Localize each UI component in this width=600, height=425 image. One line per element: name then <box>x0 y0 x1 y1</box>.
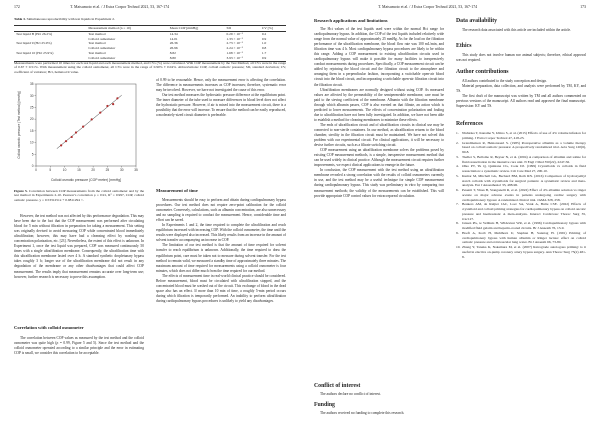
table-cell: 0.8 <box>261 46 267 51</box>
page-number-right: 173 <box>580 5 586 9</box>
correlation-scatter-chart <box>14 80 144 185</box>
left-column-body-2 <box>14 336 144 356</box>
reference-list <box>456 131 586 259</box>
body-paragraph: The first draft of the manuscript was written by TM and all authors commented on previous versions of the manuscript. All authors read and approved the final manuscript. Supervision: KY and TS. <box>456 94 586 109</box>
reference-item <box>456 245 586 259</box>
body-paragraph: In conclusion, the COP measurement with the test method using an ultrafiltration membrane revealed a strong correlation with the results of colloid osmometers currently in use, and the test method may be a useful technique for simple COP measurement during cardiopulmonary bypass. This study was preliminary in vitro by comparing two measurement methods; the validity of the measurements can be established. This will provide appropriate COP control values for extracorporeal circulation. <box>314 168 444 198</box>
x-tick-label: 30 <box>119 168 124 172</box>
reference-text: Jansen PG, te Velthuis H, Wildevuur WR, et al. (1996) Cardiopulmonary bypass with modified fluid gelatin and heparin-coated circuits. Br J Anaesth 76, 13-9. <box>462 221 586 230</box>
table-caption <box>14 17 286 21</box>
reference-item <box>456 164 586 174</box>
table-cell: Test liquid 10 (Hct 25.9%) <box>16 50 54 55</box>
y-tick-label: 25 <box>29 105 34 110</box>
table-cell: 1.68 × 10⁻¹ <box>226 50 243 55</box>
reference-number: 8. <box>456 221 459 226</box>
table-cell: 8.80 <box>169 55 176 60</box>
table-header-cell: SD <box>226 26 231 30</box>
reference-text: Zhang Y, Tanaka K, Nakamura M, et al. (2007) Retrograde autologous priming: is it useful in elective on-pump coronary artery bypass surgery. Ann Thorac Surg 75(2) 481-8. <box>462 245 586 259</box>
author-contributions-text <box>456 79 586 109</box>
reference-text: Grandmaison R, Heinonsaari S. (1985) Postoperative albumin as a volume therapy based on colloid osmotic pressure: A prospectively randomized trial. Acta Surg 120(6), 90-8. <box>462 140 586 154</box>
figure-caption-text: Correlation between COP measurements from the colloid osmometer and by the test method in Experiments 2-10. Pearson’s correlation ρ = 0.91, R² = 0.997, COP, colloid osmotic pressure. y = 0.5331251x + 0.9811294 ×. <box>14 189 145 202</box>
reference-text: Beukers AM, de Ruijter JAC, Loer SA, Vonk A, Bulte CSE. (2022) Effects of crystalloid and colloid priming strategies for cardiopulmonary bypass on colloid oncotic pressure and haemostasis: A meta-analysis. Interact Cardiovasc Thorac Surg 35, ivac127. <box>462 202 586 221</box>
table-cell: 26.96 <box>169 46 178 51</box>
data-point <box>65 140 67 142</box>
table-header-cell: CV [%] <box>261 26 273 30</box>
conflict-text <box>314 392 444 397</box>
x-tick-label: 10 <box>62 168 67 172</box>
section-heading-conflict: Conflict of interest <box>314 383 361 389</box>
body-paragraph: The limitation of our test method is that the amount of time required for solvent transfer to reach equilibrium is unknown. Additionally, the time required to draw the equilibrium point, care must be taken not to measure during solvent transfer. For the test method to remain valid, we measured a standby time of approximately three minutes. The maximum amount of time required for measurements using a colloid osmometer is four minutes, which does not differ much from the time required for our method. <box>156 243 286 273</box>
x-tick-label: 15 <box>77 168 81 172</box>
data-point <box>106 105 108 107</box>
body-paragraph: This study does not involve human nor animal subjects; therefore, ethical approval was not required. <box>456 53 586 63</box>
table-cell: Colloid osmometer <box>88 36 116 41</box>
right-column-body <box>156 78 286 118</box>
body-paragraph: All authors contributed to the study conception and design. <box>462 79 547 83</box>
table-cell: Test method <box>88 41 106 46</box>
body-paragraph: The authors declare no conflict of interest. <box>320 392 381 396</box>
table-cell: Test liquid B (Hct 26.2%) <box>16 31 53 36</box>
data-point <box>71 136 73 138</box>
table-note: Measurements were performed 10 times for each test liquid and each measurement method, and CVs (%) were calculated. With COP measurement by the Test Method, all CVs were in the range of 0.67 ± 0.51%. With measurement using the colloid osmometer, all CVs were in the range of 0.90% ± 0.04%. Abbreviations: COP, colloid osmotic pressure; SD, standard deviation; CV, coefficient of variation; Hct, hematocrit value. <box>14 61 286 74</box>
data-point <box>99 111 101 113</box>
table-cell: 3.93 × 10⁻¹ <box>226 55 243 60</box>
reference-number: 6. <box>456 188 459 192</box>
figure-caption <box>14 189 144 202</box>
section-heading-research: Research applications and limitations <box>314 18 388 23</box>
y-axis-label: Colloid osmotic pressure (Test method) [mmHg] <box>17 91 21 159</box>
reference-number: 4. <box>456 164 459 169</box>
reference-item <box>456 188 586 202</box>
figure-label: Figure 5. <box>14 189 28 193</box>
body-paragraph: The effects of measurement time in real-world clinical practice should be considered. Before measurement, blood must be circulated with ultrafiltration stopped, and the concentrated blood must be washed out of the circuit. This exchange of blood in the dead space also has an effect. If more than 10 min of time, a roughly 5-min period occurs during which filtration is temporarily performed. An inability to perform ultrafiltration during cardiopulmonary bypass procedures is unlikely to yield any disadvantages. <box>156 273 286 303</box>
reference-item <box>456 202 586 221</box>
body-paragraph: Our test method measures the hydrostatic pressure difference at the equilibrium point. The inner diameter of the tube used to measure differences in blood level does not affect the hydrostatic pressure. However, if air is mixed into the measurement circuit, there is a possibility that the error will increase. To ensure that the method can be easily reproduced, a moderately-sized circuit diameter is preferable. <box>156 93 287 118</box>
right-column-body-2 <box>156 198 286 304</box>
table-cell: 8.82 <box>169 50 176 55</box>
reference-number: 3. <box>456 154 459 159</box>
page-number-left: 172 <box>14 5 20 9</box>
reference-text: Kumar M, Mitchell GG, Bechard BM, Roth RN. (2016) Comparison of hydroxyethyl starch colloids with crystalloids for surgical patients: A systematic review and meta-analysis. Eur J Anaesthesiol 33, 488-96. <box>462 173 586 188</box>
table-header-cell: Measurement method (n = 10) <box>88 26 131 30</box>
reference-item <box>456 131 586 141</box>
body-paragraph: The ends of ultrafiltration circuit and of ultrafiltration circuits in clinical use may be connected to non-sterile containers. In our method, as ultrafiltration returns to the blood chamber, sterility in the filtration circuit must be maintained. We have not solved this problem with our experimental circuit. For clinical applications, it will be necessary to devise further circuits, such as a filtrate switching circuit. <box>314 122 444 148</box>
plot-frame <box>36 84 136 166</box>
data-availability-text <box>456 28 586 33</box>
data-point <box>116 97 118 99</box>
x-tick-label: 25 <box>105 168 110 172</box>
body-paragraph: The Hct values of the test liquids used were within the normal Hct range for cardiopulmonary bypass. In addition, the COP of the test liquids included relatively wide range from the normal value of approximately 25 mmHg. As for the load on the filtration performance of the ultrafiltration membrane, the blood flow rate was 100 mL/min, and filtration time was 4 h. Most cardiopulmonary bypass procedures are likely to be within this range. Adding a COP measurement to existing ultrafiltration circuits used in cardiopulmonary bypass will make it possible for many facilities to inexpensively conduct measurements during procedures. Specifically, a COP measurement circuit can be added by rejoining the blood circuit and the filtration circuit to the atmosphere and arranging them in a perpendicular fashion, incorporating a switchable open-air blood circuit into the blood circuit, and incorporating a switchable open-air filtration circuit into the filtration circuit. <box>314 27 444 87</box>
running-head-right: T. Matsumoto et al. / J Extra Corpor Technol 2021, 53, 167-174 <box>378 5 478 9</box>
x-tick-label: 0 <box>35 168 37 172</box>
table-cell: Test method <box>88 50 106 55</box>
reference-number: 7. <box>456 202 459 207</box>
body-paragraph: The correlation between COP values as measured by the test method and the colloid osmometer was quite high (ρ = 0.99, Figure 5 and 5). Since the test method and the colloid osmometer operated according to a similar principle and the error in estimating COP is small, we consider this correlation to be acceptable. <box>14 336 144 356</box>
reference-number: 9. <box>456 230 459 235</box>
body-paragraph: Ultrafiltration membranes are normally designed without using COP. As measured values are affected by the permeability of the semipermeable membrane, care must be paid to the sieving coefficient of the membrane. Albumin with the filtration membrane through which albumin passes, COP is also exerted on that filtrate, an action which is predicted to lower measurements. The effects of concentration polarization and fouling due to ultrafiltration have not been fully investigated. In addition, we have not been able to establish a method for cleaning membranes to minimize these effects. <box>314 87 444 122</box>
y-tick-label: 30 <box>29 93 34 98</box>
right-page <box>300 0 600 425</box>
x-axis-label: Colloid osmotic pressure (COP meter) [mmHg] <box>50 178 122 182</box>
funding-text <box>314 411 444 416</box>
reference-text: Tiedler S, Bellomo R, Beyser N, et al. (2004) A comparison of albumin and saline for fluid resuscitation in the intensive care unit. N Engl J Med 350(22), 2247-56. <box>462 154 586 164</box>
data-point <box>75 131 77 133</box>
y-tick-label: 20 <box>29 117 34 122</box>
x-tick-label: 20 <box>91 168 95 172</box>
section-heading-author-contributions: Author contributions <box>456 69 509 75</box>
reference-text: Pesenti T, Vines B, Stanganelli R, et al. (2022) Effect of 4% albumin solution vs ringer acetate on major adverse events in patients undergoing cardiac surgery with cardiopulmonary bypass: A randomized clinical trial. JAMA 328, 258. <box>462 188 586 202</box>
results-table <box>14 25 286 62</box>
body-paragraph: In Experiments 1 and 2, the time required to complete the ultrafiltration and reach equilibrium increased with increasing COP. With the colloid osmometer, the time until the results were displayed also increased. This likely results from an increase in the amount of solvent transfer accompanying an increase in COP. <box>156 223 286 243</box>
y-tick-label: 10 <box>29 140 34 145</box>
table-cell: 26.36 <box>169 41 178 46</box>
body-paragraph: Material preparation, data collection, and analysis were performed by TM, KY, and TS. <box>456 84 586 94</box>
section-heading-measurement-time: Measurement of time <box>156 188 198 193</box>
reference-number: 10. <box>456 245 461 249</box>
reference-number: 5. <box>456 173 459 178</box>
table-label: Table 3. <box>14 17 26 21</box>
running-head-left: T. Matsumoto et al. / J Extra Corpor Technol 2021, 53, 167-174 <box>70 5 170 9</box>
table-cell: 0.2 <box>261 31 267 36</box>
section-heading-ethics: Ethics <box>456 43 472 49</box>
left-column-body <box>14 214 144 280</box>
ethics-text <box>456 53 586 63</box>
table-cell: 1.7 <box>261 50 267 55</box>
table-cell: 2.73 × 10⁻¹ <box>226 41 243 46</box>
body-paragraph: The research data associated with this article are included within the article. <box>462 28 571 32</box>
reference-text: Hoeft A, Korb H, Mehlhorn U, Stephan H, Sonntag H. (1991) Priming of cardiopulmonary bypass with human albumin or Ringer lactate: effect on colloid osmotic pressure and extravascular lung water. Br J Anaesth 66, 73-80. <box>462 230 586 245</box>
reference-number: 2. <box>456 140 459 145</box>
data-point <box>60 144 62 146</box>
y-tick-label: 5 <box>31 152 34 157</box>
table-cell: 2.24 × 10⁻¹ <box>226 46 243 51</box>
table-cell: 1.0 <box>261 41 267 46</box>
body-paragraph: Measurements should be easy to perform and obtain during cardiopulmonary bypass procedures. Our test method does not require zero-point calibration for the colloid osmometer. Conversely, calculations, such as albumin concentration, are also unnecessary and no sampling is required to conduct the measurement. Hence, considerable time and effort can be saved. <box>156 198 286 223</box>
table-cell: 0.29 × 10⁻¹ <box>226 31 243 36</box>
reference-text: Nishioka T, Kaname Y, Ichino S, et al. (2015) Effects of use of 4% volume infusion for priming. J Extra Corpor Technol 47, 418-23. <box>462 131 586 140</box>
body-paragraph: COP measurement using an ultrafiltration membrane solves the problems posed by existing COP measurement methods, is a simple, inexpensive measurement method that can be used widely in clinical practice. Although the measurement circuit requires further improvements, we expect clinical applications to emerge in the future. <box>314 148 444 168</box>
y-tick-label: 35 <box>29 82 34 87</box>
reference-item <box>456 141 586 155</box>
section-heading-correlation: Correlation with colloid osmometer <box>14 325 84 330</box>
x-tick-label: 5 <box>49 168 52 172</box>
y-tick-label: 15 <box>29 128 34 133</box>
body-paragraph: The authors received no funding to complete this research. <box>320 411 405 415</box>
table-cell: 14.01 <box>169 36 178 41</box>
table-caption-text: Simultaneous reproducibility with test liquids in Experiment 2. <box>26 17 115 21</box>
data-point <box>91 118 93 120</box>
table-cell: 1.33 × 10⁻¹ <box>226 36 243 41</box>
reference-text: Olko PT, Yu Q, Quintana CG, Cook DJ. (1999) Crystalloids vs colloids in fluid resuscitation: a systematic review. Crit Care Med 27, 200-10. <box>462 164 586 173</box>
data-point <box>112 103 114 105</box>
x-tick-label: 35 <box>134 168 138 172</box>
body-paragraph: of 0.99 to be reasonable. Hence, only the measurement error is affecting the correlation. The difference in measurements increases as COP increases; therefore, systematic error may be involved. However, we have not investigated the cause of this error. <box>156 78 286 93</box>
table-cell: Colloid osmometer <box>88 55 116 60</box>
table-cell: 0.9 <box>261 55 267 60</box>
section-heading-funding: Funding <box>314 402 335 408</box>
reference-item <box>456 221 586 231</box>
y-tick-label: 0 <box>31 164 34 169</box>
section-heading-data-availability: Data availability <box>456 18 498 24</box>
reference-item <box>456 174 586 188</box>
table-cell: Test liquid 9 (Hct 25.9%) <box>16 41 52 46</box>
table-cell: 0.9 <box>261 36 267 41</box>
data-point <box>82 126 84 128</box>
table-cell: Colloid osmometer <box>88 46 116 51</box>
table-cell: 14.34 <box>169 31 178 36</box>
right-page-col1-body <box>314 27 444 199</box>
section-heading-references: References <box>456 121 483 127</box>
body-paragraph: However, the test method was not affected by this performance degradation. This may have been due to the fact that the COP measurement was performed after circulating blood for 5 min without filtration in preparation for taking a measurement. This setting was originally devised to avoid measuring COP while concentrated blood immediately ultrafiltration; however, this may have had a cleansing effect by washing out concentration polarization, etc. [23]. Nevertheless, the extent of this effect is unknown. In Experiment 1, once the test liquid was prepared, COP was measured continuously 50 times with a single ultrafiltration membrane. Consequently, the ultrafiltration time with this ultrafiltration membrane lasted over 4 h. A standard synthetic dropletunary bypass takes roughly 3 h; longer use of the ultrafiltration membrane did not result in any degradation of the membrane or any other disadvantages that could affect COP measurement. The results imply that measurement remains accurate over long-term use; however, further research is necessary to prove this assumption. <box>14 214 144 279</box>
reference-item <box>456 231 586 245</box>
table-cell: Test method <box>88 31 106 36</box>
reference-number: 1. <box>456 131 459 135</box>
reference-item <box>456 155 586 165</box>
table-header-cell: Mean COP [mmHg] <box>169 26 199 30</box>
